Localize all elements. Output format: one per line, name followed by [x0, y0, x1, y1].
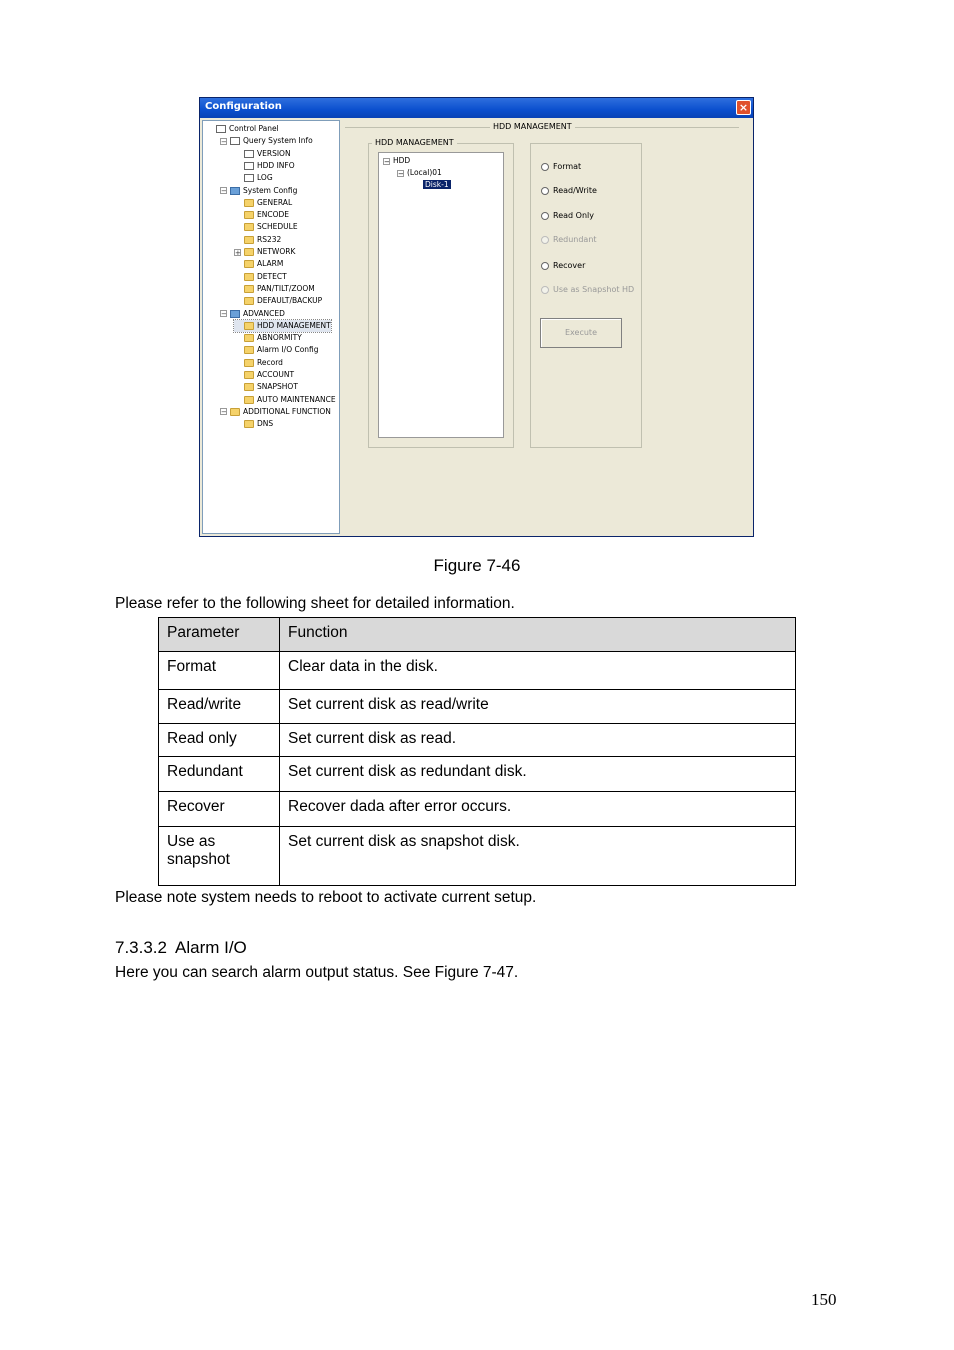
tree-item[interactable] — [220, 185, 297, 197]
tree-item[interactable] — [234, 148, 291, 160]
folder-icon — [244, 199, 254, 207]
tree-item[interactable] — [234, 160, 295, 172]
radio-icon[interactable] — [541, 163, 549, 171]
section-heading — [115, 938, 247, 958]
radio-option[interactable] — [541, 186, 597, 195]
configuration-window — [199, 97, 754, 537]
folder-icon — [244, 396, 254, 404]
tree-item-label: ALARM — [257, 259, 284, 269]
inner-group-label: HDD MANAGEMENT — [372, 138, 457, 147]
tree-item[interactable] — [206, 123, 279, 135]
tree-item-label: DEFAULT/BACKUP — [257, 296, 323, 306]
section-title: Alarm I/O — [175, 938, 247, 957]
hdd-tree — [378, 152, 504, 438]
radio-option[interactable] — [541, 211, 594, 220]
table-row — [159, 652, 796, 690]
header-parameter: Parameter — [159, 618, 280, 652]
folder-icon — [244, 322, 254, 330]
tree-item-label: ABNORMITY — [257, 333, 302, 343]
folder-icon — [244, 248, 254, 256]
tree-item[interactable] — [234, 381, 298, 393]
radio-label: Recover — [553, 261, 586, 270]
parameter-table — [158, 617, 796, 886]
outer-group-label: HDD MANAGEMENT — [490, 122, 575, 131]
radio-option[interactable] — [541, 261, 585, 270]
folder-icon — [230, 408, 240, 416]
hdd-root-label: HDD — [393, 156, 411, 165]
tree-item-label: System Config — [243, 185, 298, 195]
folder-icon — [244, 346, 254, 354]
page-number: 150 — [811, 1290, 837, 1309]
tree-item[interactable] — [234, 320, 331, 332]
tree-item-label: Query System Info — [243, 136, 313, 146]
table-cell: Read/write — [159, 690, 280, 724]
tree-item-label: SNAPSHOT — [257, 382, 298, 392]
tree-item[interactable] — [234, 234, 281, 246]
tree-item[interactable] — [220, 308, 285, 320]
tree-item[interactable] — [234, 271, 287, 283]
expand-icon[interactable]: + — [235, 248, 241, 257]
table-row — [159, 792, 796, 827]
table-row — [159, 724, 796, 757]
folder-icon — [244, 420, 254, 428]
folder-icon — [244, 285, 254, 293]
tree-item-label: Control Panel — [229, 124, 279, 133]
section-number: 7.3.3.2 — [115, 938, 167, 957]
tree-item[interactable] — [234, 344, 319, 356]
section-text: Here you can search alarm output status. See Figure 7-47. — [115, 964, 519, 981]
table-cell: Recover — [159, 792, 280, 827]
table-cell: Format — [159, 652, 280, 690]
folder-icon — [244, 260, 254, 268]
tree-item-label: ADVANCED — [243, 308, 285, 318]
hdd-root-node[interactable] — [383, 155, 410, 166]
doc-icon — [244, 162, 254, 170]
tree-item-label: ACCOUNT — [257, 370, 295, 379]
window-title: Configuration — [205, 101, 282, 112]
note-text: Please note system needs to reboot to activate current setup. — [115, 889, 537, 906]
table-cell: Read only — [159, 724, 280, 757]
tree-item[interactable] — [234, 369, 294, 381]
tree-item[interactable] — [234, 394, 336, 406]
radio-label: Read Only — [553, 211, 594, 220]
collapse-icon[interactable]: − — [398, 169, 404, 178]
tree-item-label: NETWORK — [257, 247, 296, 256]
collapse-icon[interactable]: − — [221, 137, 227, 146]
gear-icon — [230, 310, 240, 318]
tree-item-label: HDD INFO — [257, 160, 295, 170]
tree-item-label: AUTO MAINTENANCE — [257, 394, 336, 404]
folder-icon — [244, 359, 254, 367]
info-icon — [230, 137, 240, 145]
radio-icon[interactable] — [541, 187, 549, 195]
tree-item[interactable] — [234, 258, 283, 270]
folder-icon — [244, 211, 254, 219]
tree-item-label: GENERAL — [257, 197, 293, 207]
table-cell: Redundant — [159, 757, 280, 792]
collapse-icon[interactable]: − — [221, 408, 227, 417]
tree-item[interactable] — [220, 135, 313, 147]
tree-item[interactable] — [234, 197, 292, 209]
tree-item[interactable] — [234, 283, 315, 295]
table-header-row — [159, 618, 796, 652]
local-node[interactable] — [397, 167, 442, 178]
radio-label: Format — [553, 162, 582, 171]
config-tree — [202, 120, 340, 534]
tree-item-label: RS232 — [257, 234, 282, 244]
tree-item[interactable] — [234, 221, 298, 233]
local-label: (Local)01 — [407, 168, 442, 177]
tree-item-label: DETECT — [257, 271, 287, 281]
tree-item-label: Alarm I/O Config — [257, 345, 319, 355]
table-cell: Recover dada after error occurs. — [280, 792, 796, 827]
table-cell: Set current disk as read/write — [280, 690, 796, 724]
collapse-icon[interactable]: − — [221, 310, 227, 318]
radio-label: Redundant — [553, 235, 597, 244]
table-row — [159, 757, 796, 792]
table-cell: Clear data in the disk. — [280, 652, 796, 690]
disk-node[interactable] — [423, 179, 451, 190]
radio-option — [541, 235, 597, 244]
tree-item-label: Record — [257, 357, 283, 367]
tree-item-label: ADDITIONAL FUNCTION — [243, 406, 331, 416]
table-row — [159, 827, 796, 886]
title-bar — [200, 98, 753, 118]
header-function: Function — [280, 618, 796, 652]
tree-item[interactable] — [234, 357, 283, 369]
table-row — [159, 690, 796, 724]
radio-option[interactable] — [541, 162, 581, 171]
folder-icon — [244, 297, 254, 305]
folder-icon — [244, 273, 254, 281]
figure-caption: Figure 7-46 — [433, 556, 521, 575]
table-cell: Set current disk as snapshot disk. — [280, 827, 796, 886]
folder-icon — [244, 236, 254, 244]
doc-icon — [244, 174, 254, 182]
radio-label: Use as Snapshot HD — [553, 285, 635, 294]
radio-label: Read/Write — [553, 186, 597, 195]
radio-icon — [541, 236, 549, 244]
tree-item[interactable] — [234, 332, 302, 344]
hdd-management-panel — [342, 120, 750, 534]
tree-item-label: SCHEDULE — [257, 222, 298, 232]
table-cell: Use as snapshot — [159, 827, 280, 886]
tree-item[interactable] — [220, 406, 331, 418]
tree-item-label: PAN/TILT/ZOOM — [257, 283, 315, 293]
tree-item-label: LOG — [257, 173, 273, 183]
table-cell: Set current disk as redundant disk. — [280, 757, 796, 792]
execute-button[interactable]: Execute — [540, 318, 622, 348]
tree-item[interactable] — [234, 418, 273, 430]
collapse-icon[interactable]: − — [384, 157, 390, 166]
collapse-icon[interactable]: − — [221, 187, 227, 195]
tree-item-label: DNS — [257, 419, 274, 429]
folder-icon — [244, 383, 254, 391]
table-cell: Set current disk as read. — [280, 724, 796, 757]
radio-icon — [541, 286, 549, 294]
radio-icon[interactable] — [541, 212, 549, 220]
disk-label: Disk-1 — [425, 180, 449, 189]
radio-icon[interactable] — [541, 262, 549, 270]
folder-icon — [244, 334, 254, 342]
tree-item[interactable] — [234, 295, 322, 307]
folder-icon — [244, 371, 254, 379]
tree-item[interactable] — [234, 209, 289, 221]
control-panel-icon — [216, 125, 226, 133]
close-icon[interactable]: × — [736, 100, 751, 115]
tree-item-label: HDD MANAGEMENT — [257, 320, 331, 330]
intro-text: Please refer to the following sheet for detailed information. — [115, 595, 515, 612]
tree-item-label: ENCODE — [257, 210, 290, 220]
tree-item[interactable] — [234, 172, 273, 184]
tree-item[interactable] — [234, 246, 295, 258]
tools-icon — [230, 187, 240, 195]
radio-option — [541, 285, 634, 294]
folder-icon — [244, 223, 254, 231]
doc-icon — [244, 150, 254, 158]
tree-item-label: VERSION — [257, 148, 291, 158]
